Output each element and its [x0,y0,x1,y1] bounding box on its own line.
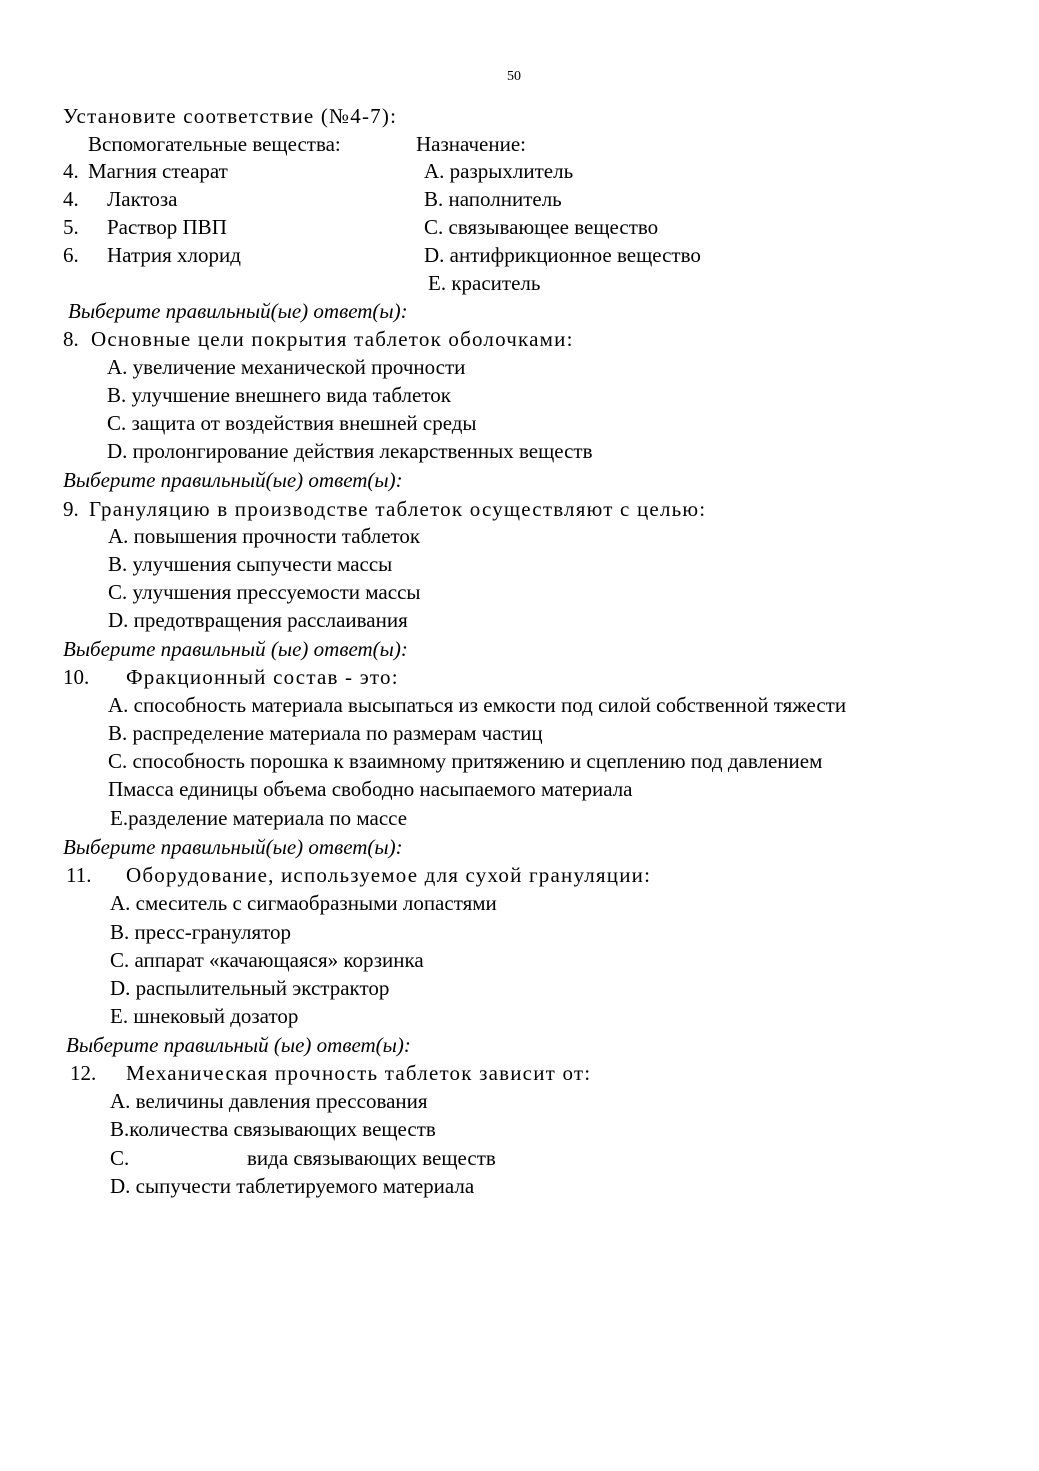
answer-option: А. повышения прочности таблеток [108,524,421,548]
answer-option: В. улучшение внешнего вида таблеток [107,383,451,407]
answer-option: В. распределение материала по размерам частиц [108,721,543,745]
answer-option: А. увеличение механической прочности [107,355,466,379]
answer-option: В. пресс-гранулятор [110,920,292,944]
answer-option: D. предотвращения расслаивания [108,608,408,632]
question-text: Фракционный состав - это: [126,665,399,689]
answer-option: Пмасса единицы объема свободно насыпаемого материала [108,777,633,801]
question-number: 9. [63,497,79,521]
question-instruction: Выберите правильный (ые) ответ(ы): [63,637,408,661]
match-left-item: Лактоза [107,187,178,211]
match-left-item: Натрия хлорид [107,243,241,267]
question-number: 11. [66,863,92,887]
question-instruction: Выберите правильный(ые) ответ(ы): [63,835,403,859]
answer-option: С. защита от воздействия внешней среды [107,411,477,435]
answer-option: В. улучшения сыпучести массы [108,552,393,576]
match-right-item: А. разрыхлитель [424,159,574,183]
question-number: 10. [63,665,90,689]
match-left-item-number: 4. [63,159,79,183]
answer-option: Е. шнековый дозатор [110,1004,299,1028]
question-text: Основные цели покрытия таблеток оболочками: [91,327,574,351]
answer-option: Е.разделение материала по массе [110,806,408,830]
match-right-item: С. связывающее вещество [424,215,659,239]
question-text: Грануляцию в производстве таблеток осуществляют с целью: [89,497,707,521]
answer-option: D. пролонгирование действия лекарственных веществ [107,439,593,463]
answer-option: А. смеситель с сигмаобразными лопастями [110,891,497,915]
question-number: 12. [70,1061,97,1085]
match-left-item: Магния стеарат [88,159,228,183]
match-title: Установите соответствие (№4-7): [63,104,398,128]
match-right-item: D. антифрикционное вещество [424,243,701,267]
question-instruction: Выберите правильный(ые) ответ(ы): [68,299,408,323]
page-number: 50 [507,69,521,84]
answer-option: D. распылительный экстрактор [110,976,390,1000]
match-left-header: Вспомогательные вещества: [88,132,341,156]
question-instruction: Выберите правильный (ые) ответ(ы): [66,1033,411,1057]
match-right-header: Назначение: [416,132,527,156]
question-text: Оборудование, используемое для сухой грануляции: [126,863,652,887]
answer-option: С. улучшения прессуемости массы [108,580,421,604]
answer-option: А. величины давления прессования [110,1089,428,1113]
answer-option: С. аппарат «качающаяся» корзинка [110,948,424,972]
match-left-item-number: 6. [63,243,79,267]
question-instruction: Выберите правильный(ые) ответ(ы): [63,468,403,492]
match-right-item: В. наполнитель [424,187,562,211]
match-left-item-number: 4. [63,187,79,211]
answer-option: А. способность материала высыпаться из емкости под силой собственной тяжести [108,693,847,717]
answer-option: С. способность порошка к взаимному притяжению и сцеплению под давлением [108,749,823,773]
question-number: 8. [63,327,79,351]
match-right-item: Е. краситель [428,271,541,295]
answer-option: В.количества связывающих веществ [110,1117,436,1141]
question-text: Механическая прочность таблеток зависит от: [126,1061,592,1085]
answer-option: D. сыпучести таблетируемого материала [110,1174,475,1198]
answer-option: вида связывающих веществ [247,1146,496,1170]
match-left-item-number: 5. [63,215,79,239]
answer-option-label: С. [110,1146,130,1170]
match-left-item: Раствор ПВП [107,215,227,239]
